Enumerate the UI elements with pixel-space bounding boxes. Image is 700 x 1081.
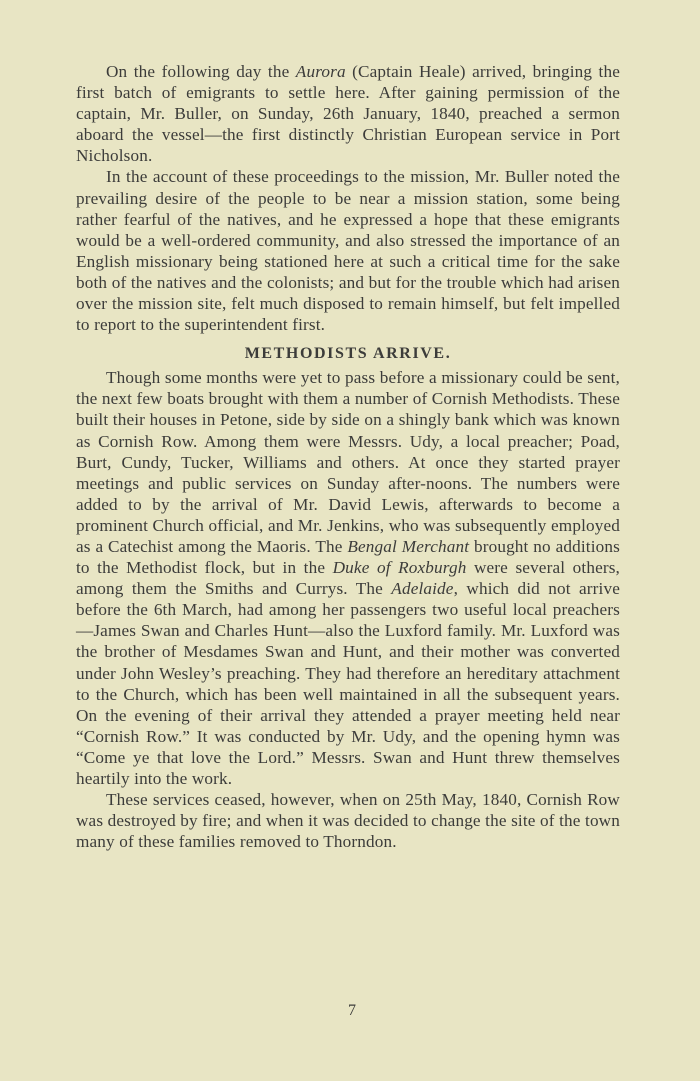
ship-name-adelaide: Adelaide xyxy=(391,579,454,599)
text-segment: were several others, among them the Smiths and Currys. The xyxy=(76,558,621,599)
paragraph-cornish-methodists xyxy=(76,367,620,789)
text-segment: These services ceased, however, when on 25th May, 1840, Cornish Row was destroyed by fire; and when it was decided to change the site of the town many of these families removed to Thorndon. xyxy=(76,790,620,852)
text-segment: Though some months were yet to pass before a missionary could be sent, the next few boats brought with them a number of Cornish Methodists. These built their houses in Petone, side by side on a shingly bank which was known as Cornish Row. Among them were Messrs. Udy, a local preacher; Poad, Burt, Cundy, Tucker, Williams and others. At once they started prayer meetings and public services on Sunday after-noons. The numbers were added to by the arrival of Mr. David Lewis, afterwards to become a prominent Church official, and Mr. Jenkins, who was subsequently employed as a Catechist among the Maoris. The xyxy=(76,368,620,556)
text-segment: On the following day the xyxy=(106,62,296,81)
paragraph-aurora-arrival xyxy=(76,61,620,166)
text-segment: brought no additions to the Methodist flock, but in the xyxy=(76,536,620,578)
ship-name-aurora: Aurora xyxy=(295,62,346,81)
ship-name-bengal-merchant: Bengal Merchant xyxy=(347,536,470,556)
text-segment: , which did not arrive before the 6th March, had among her passengers two useful local preachers—James Swan and Charles Hunt—also the Luxford family. Mr. Luxford was the brother of Mesdames Swan and Hunt, and their mother was converted under John Wesley’s preaching. They had therefore an hereditary attachment to the Church, which has been well maintained in all the subsequent years. On the evening of their arrival they attended a prayer meeting held near “Cornish Row.” It was conducted by Mr. Udy, and the opening hymn was “Come ye that love the Lord.” Messrs. Swan and Hunt threw themselves heartily into the work. xyxy=(76,579,620,788)
paragraph-buller-account xyxy=(76,166,620,335)
ship-name-duke-of-roxburgh: Duke of Roxburgh xyxy=(332,558,467,578)
page-number: 7 xyxy=(348,1002,356,1019)
section-heading: METHODISTS ARRIVE. xyxy=(244,345,452,363)
paragraph-cornish-row-fire xyxy=(76,789,620,852)
text-segment: (Captain Heale) arrived, bringing the first batch of emigrants to settle here. After gaining permission of the captain, Mr. Buller, on Sunday, 26th January, 1840, preached a sermon aboard the vessel—the first distinctly Christian European service in Port Nicholson. xyxy=(76,62,620,166)
text-segment: In the account of these proceedings to the mission, Mr. Buller noted the prevailing desire of the people to be near a mission station, some being rather fearful of the natives, and he expressed a hope that these emigrants would be a well-ordered community, and also stressed the importance of an English missionary being stationed here at such a critical time for the sake both of the natives and the colonists; and but for the trouble which had arisen over the mission site, felt much disposed to remain himself, but felt impelled to report to the superintendent first. xyxy=(76,167,620,335)
